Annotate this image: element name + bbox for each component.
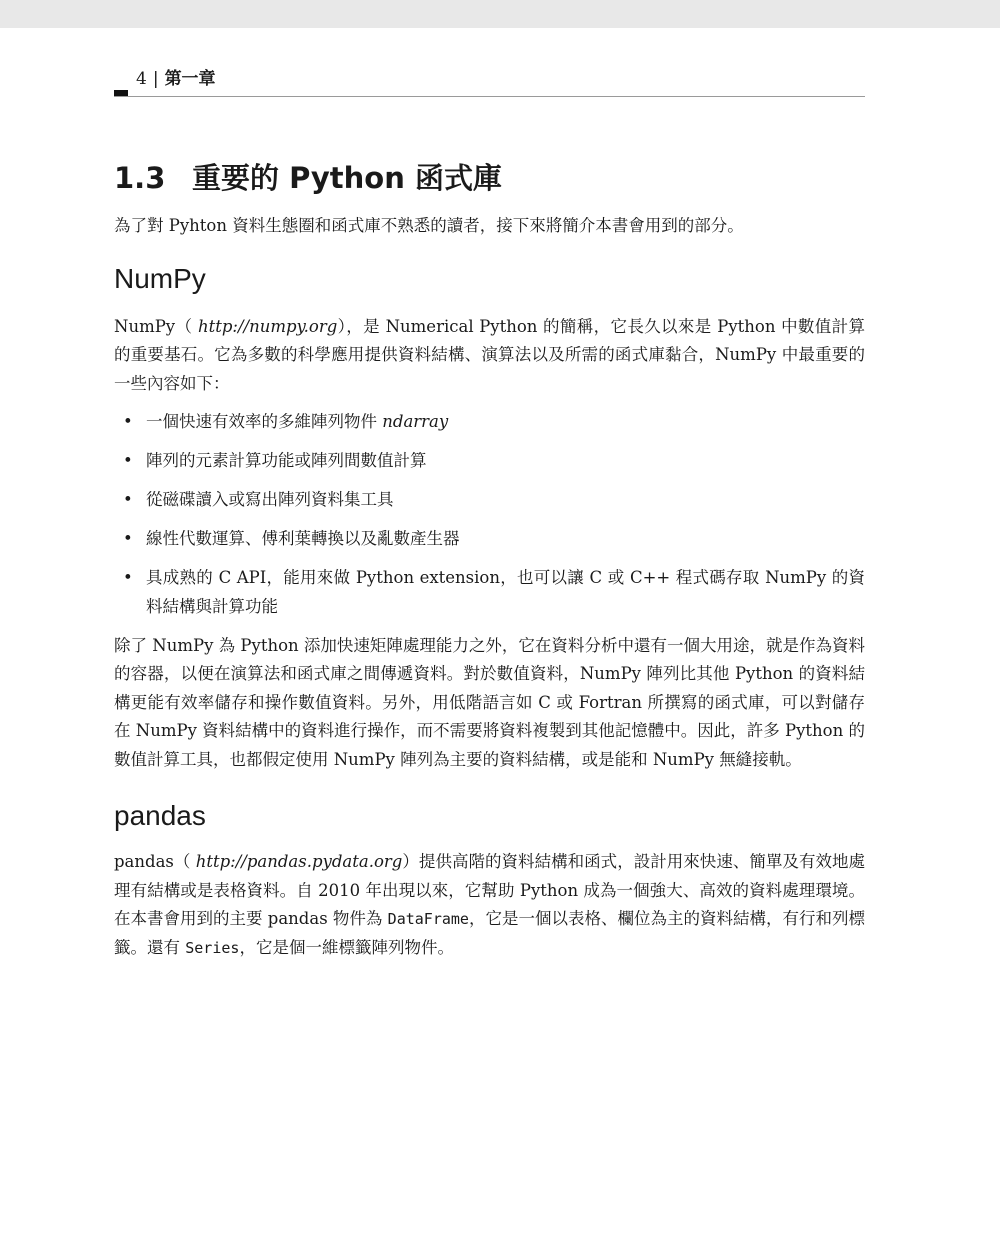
section-intro: 為了對 Pyhton 資料生態圈和函式庫不熟悉的讀者，接下來將簡介本書會用到的部分。: [114, 216, 744, 235]
numpy-paragraph-2: 除了 NumPy 為 Python 添加快速矩陣處理能力之外，它在資料分析中還有一個大用途，就是作為資料的容器，以便在演算法和函式庫之間傳遞資料。對於數值資料，NumPy 陣列比其他 Python 的資料結構更能有效率儲存和操作數值資料。另外，用低階語言如 C 或 Fortran 所撰寫的函式庫，可以對儲存在 NumPy 資料結構中的資料進行操作，而不需要將資料複製到其他記憶體中。因此，許多 Python 的數值計算工具，也都假定使用 NumPy 陣列為主要的資料結構，或是能和 NumPy 無縫接軌。: [114, 635, 865, 769]
running-head: [114, 66, 865, 97]
list-item: • 線性代數運算、傅利葉轉換以及亂數產生器: [114, 525, 865, 554]
numpy-paragraph-1: [114, 313, 865, 399]
list-item: • 從磁碟讀入或寫出陣列資料集工具: [114, 486, 865, 515]
bullet-emphasis: ndarray: [382, 412, 449, 431]
pandas-paragraph: [114, 848, 865, 962]
chapter-label: 第一章: [164, 69, 216, 89]
running-head-separator: |: [152, 69, 159, 89]
running-head-text: [136, 68, 216, 90]
pandas-heading: pandas: [114, 800, 206, 831]
section-title: 重要的 Python 函式庫: [192, 161, 502, 195]
running-head-mark: [114, 90, 128, 96]
list-item: [114, 408, 865, 437]
page-content: [114, 150, 865, 962]
list-item: • 具成熟的 C API，能用來做 Python extension，也可以讓 C 或 C++ 程式碼存取 NumPy 的資料結構與計算功能: [114, 564, 865, 621]
pandas-url-link: http://pandas.pydata.org: [190, 852, 403, 871]
code-dataframe: DataFrame: [387, 910, 469, 928]
pandas-p-start: pandas（: [114, 852, 191, 871]
page-number: 4: [136, 69, 147, 89]
pandas-p-middle-2: ，它是一個以表格、欄位為主的資料結構，有行和列標籤。還有: [114, 909, 866, 957]
section-heading: [114, 150, 865, 206]
bullet-text: 一個快速有效率的多維陣列物件: [146, 412, 383, 431]
top-band: [0, 0, 1000, 28]
numpy-feature-list: [114, 408, 865, 621]
pandas-p-end: ，它是個一維標籤陣列物件。: [239, 937, 454, 957]
pandas-p-middle: ）提供高階的資料結構和函式，設計用來快速、簡單及有效地處理有結構或是表格資料。自 2010 年出現以來，它幫助 Python 成為一個強大、高效的資料處理環境。在本書會用到的主要 pandas 物件為: [114, 852, 866, 928]
numpy-heading: NumPy: [114, 262, 206, 294]
numpy-p1-start: NumPy（: [114, 316, 193, 336]
numpy-url-link: http://numpy.org: [192, 316, 338, 336]
section-number: 1.3: [114, 161, 166, 195]
numpy-p1-rest: ），是 Numerical Python 的簡稱，它長久以來是 Python 中數值計算的重要基石。它為多數的科學應用提供資料結構、演算法以及所需的函式庫黏合，NumPy 中最重要的一些內容如下：: [114, 316, 866, 393]
code-series: Series: [185, 938, 240, 957]
list-item: • 陣列的元素計算功能或陣列間數值計算: [114, 447, 865, 476]
